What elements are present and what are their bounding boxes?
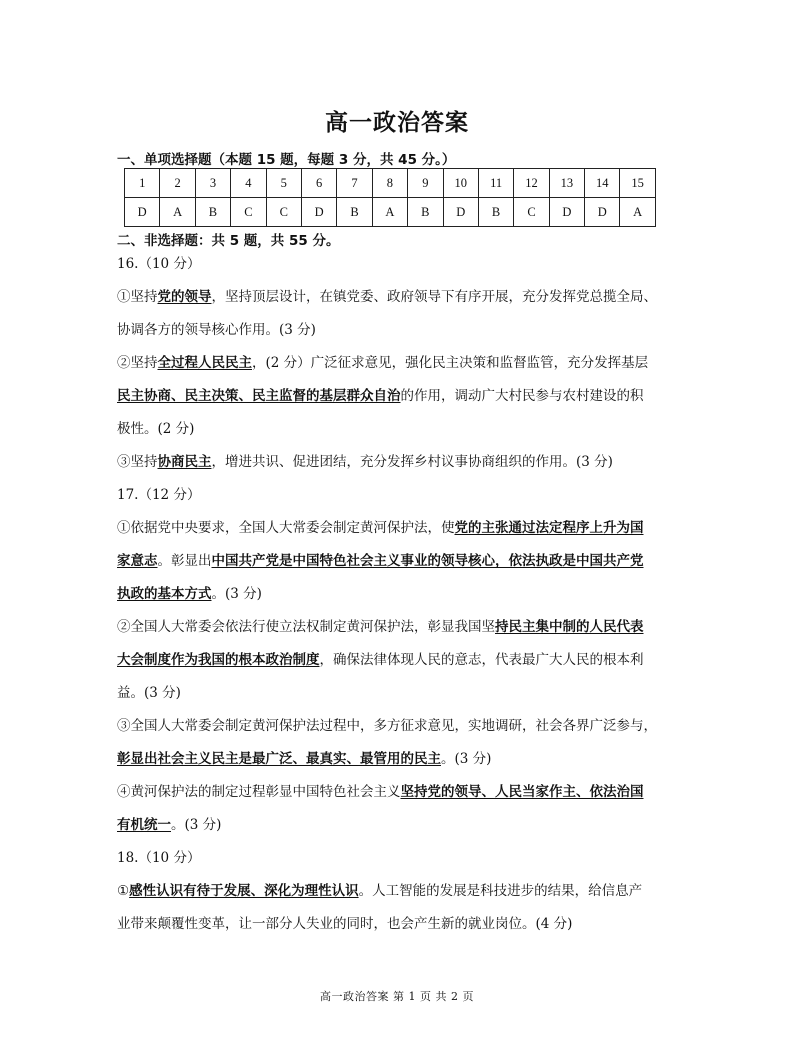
q17-point1-line1	[117, 518, 644, 538]
key-phrase: 彰显出社会主义民主是最广泛、最真实、最管用的民主	[117, 751, 441, 767]
q17-point3-line1: ③全国人大常委会制定黄河保护法过程中，多方征求意见，实地调研，社会各界广泛参与，	[117, 718, 657, 734]
text: 。(3 分)	[211, 586, 262, 602]
question-number-cell: 15	[620, 169, 655, 198]
text: 。彰显出	[157, 553, 212, 569]
question-number-cell: 7	[337, 169, 372, 198]
answer-cell: C	[231, 198, 266, 227]
key-phrase: 持民主集中制的人民代表	[495, 619, 644, 635]
text: 。(3 分)	[441, 751, 492, 767]
answer-cell: C	[266, 198, 301, 227]
text: 。(3 分)	[171, 817, 222, 833]
q16-point2-line1	[117, 353, 648, 373]
answer-cell: A	[160, 198, 195, 227]
key-phrase: 全过程人民民主	[157, 355, 252, 371]
answer-cell: D	[443, 198, 478, 227]
answer-cell: A	[372, 198, 407, 227]
question-number-cell: 3	[195, 169, 230, 198]
question-number-cell: 11	[478, 169, 513, 198]
q16-heading: 16.（10 分）	[117, 256, 201, 272]
text: 。人工智能的发展是科技进步的结果，给信息产	[358, 883, 643, 899]
text: ②全国人大常委会依法行使立法权制定黄河保护法，彰显我国坚	[117, 619, 495, 635]
key-phrase: 党的主张通过法定程序上升为国	[454, 520, 644, 536]
q17-point1-line3	[117, 584, 262, 604]
answer-cell: D	[125, 198, 160, 227]
answer-table	[124, 168, 656, 227]
q17-point2-line1	[117, 617, 644, 637]
page-title: 高一政治答案	[325, 110, 469, 136]
key-phrase: 家意志	[117, 553, 158, 569]
q16-point1-line1	[117, 287, 657, 307]
text: ①依据党中央要求，全国人大常委会制定黄河保护法，使	[117, 520, 455, 536]
question-number-cell: 2	[160, 169, 195, 198]
question-number-cell: 13	[549, 169, 584, 198]
answer-cell: B	[408, 198, 443, 227]
q17-point4-line2	[117, 815, 221, 835]
answer-cell: D	[301, 198, 336, 227]
q17-point1-line2	[117, 551, 644, 571]
q18-point1-line2: 业带来颠覆性变革，让一部分人失业的同时，也会产生新的就业岗位。(4 分)	[117, 916, 573, 932]
q16-point3-line1	[117, 452, 613, 472]
text: ，(2 分）广泛征求意见，强化民主决策和监督监管，充分发挥基层	[252, 355, 649, 371]
q17-point3-line2	[117, 749, 491, 769]
text: ①坚持	[117, 289, 158, 305]
answer-cell: B	[337, 198, 372, 227]
q16-point2-line3: 极性。(2 分)	[117, 421, 195, 437]
q16-point1-line2: 协调各方的领导核心作用。(3 分)	[117, 322, 316, 338]
question-number-cell: 4	[231, 169, 266, 198]
text: ，坚持顶层设计，在镇党委、政府领导下有序开展，充分发挥党总揽全局、	[211, 289, 657, 305]
question-number-cell: 9	[408, 169, 443, 198]
question-number-cell: 5	[266, 169, 301, 198]
key-phrase: 协商民主	[157, 454, 212, 470]
page-footer: 高一政治答案 第 1 页 共 2 页	[320, 990, 474, 1003]
answer-table-answer-row	[125, 198, 656, 227]
answer-cell: D	[549, 198, 584, 227]
q17-point2-line3: 益。(3 分)	[117, 685, 181, 701]
key-phrase: 执政的基本方式	[117, 586, 212, 602]
question-number-cell: 10	[443, 169, 478, 198]
question-number-cell: 1	[125, 169, 160, 198]
key-phrase: 中国共产党是中国特色社会主义事业的领导核心，依法执政是中国共产党	[211, 553, 644, 569]
text: 的作用，调动广大村民参与农村建设的积	[400, 388, 644, 404]
key-phrase: 民主协商、民主决策、民主监督的基层群众自治	[117, 388, 401, 404]
section-heading-non-choice: 二、非选择题：共 5 题，共 55 分。	[117, 233, 340, 249]
key-phrase: 大会制度作为我国的根本政治制度	[117, 652, 320, 668]
q18-point1-line1	[117, 881, 642, 901]
text: ，确保法律体现人民的意志，代表最广大人民的根本利	[319, 652, 644, 668]
text: ④黄河保护法的制定过程彰显中国特色社会主义	[117, 784, 401, 800]
key-phrase: 坚持党的领导、人民当家作主、依法治国	[400, 784, 644, 800]
key-phrase: 党的领导	[157, 289, 212, 305]
answer-cell: B	[195, 198, 230, 227]
answer-cell: A	[620, 198, 655, 227]
section-heading-multiple-choice: 一、单项选择题（本题 15 题，每题 3 分，共 45 分。）	[117, 152, 456, 168]
q17-point4-line1	[117, 782, 644, 802]
text: ，增进共识、促进团结，充分发挥乡村议事协商组织的作用。(3 分)	[211, 454, 613, 470]
answer-table-number-row	[125, 169, 656, 198]
q16-point2-line2	[117, 386, 644, 406]
answer-cell: B	[478, 198, 513, 227]
q18-heading: 18.（10 分）	[117, 850, 201, 866]
question-number-cell: 12	[514, 169, 549, 198]
text: ①	[117, 883, 130, 899]
text: ③坚持	[117, 454, 158, 470]
key-phrase: 感性认识有待于发展、深化为理性认识	[129, 883, 359, 899]
question-number-cell: 8	[372, 169, 407, 198]
key-phrase: 有机统一	[117, 817, 171, 833]
q17-heading: 17.（12 分）	[117, 487, 201, 503]
answer-cell: C	[514, 198, 549, 227]
q17-point2-line2	[117, 650, 644, 670]
answer-cell: D	[585, 198, 620, 227]
text: ②坚持	[117, 355, 158, 371]
question-number-cell: 6	[301, 169, 336, 198]
question-number-cell: 14	[585, 169, 620, 198]
